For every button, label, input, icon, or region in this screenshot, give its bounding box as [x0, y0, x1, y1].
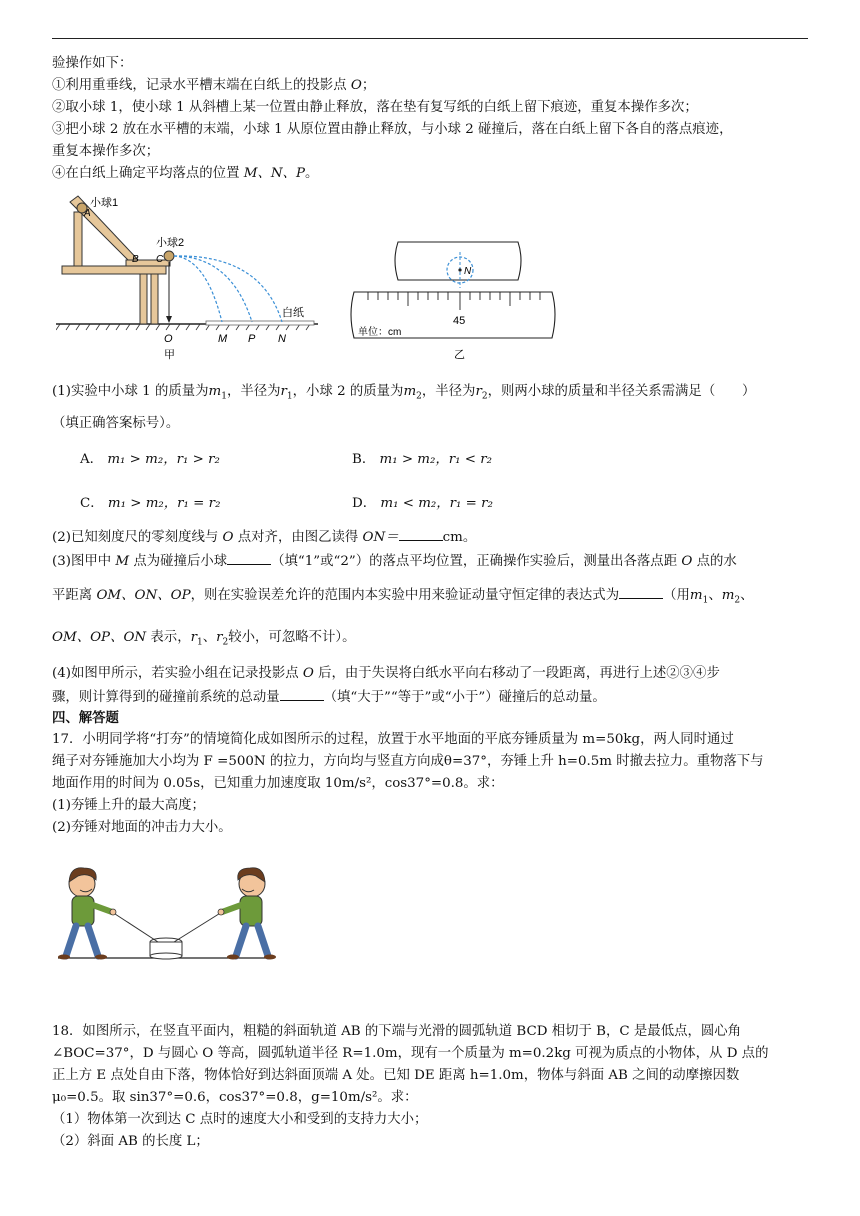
label-paper: 白纸	[282, 307, 304, 319]
q1-line-2: （填正确答案标号）。	[52, 416, 180, 431]
answer-blank-q3a[interactable]	[227, 550, 271, 565]
p18-line-4: μ₀=0.5。取 sin37°=0.6，cos37°=0.8，g=10m/s²。求：	[52, 1090, 418, 1105]
p18-line-5: （1）物体第一次到达 C 点时的速度大小和受到的支持力大小；	[52, 1112, 428, 1127]
figure-jia	[56, 192, 326, 364]
q4-line-2: 骤，则计算得到的碰撞前系统的总动量 （填“大于”“等于”或“小于”）碰撞后的总动量。	[52, 686, 606, 708]
p18-line-1: 18．如图所示，在竖直平面内，粗糙的斜面轨道 AB 的下端与光滑的圆弧轨道 BCD 相切于 B，C 是最低点，圆心角	[52, 1024, 742, 1039]
label-o: O	[164, 333, 173, 345]
label-a: A	[84, 208, 91, 219]
section-heading: 四、解答题	[52, 710, 119, 726]
ruler-tick-45: 45	[453, 315, 466, 327]
intro-line-1: 验操作如下：	[52, 56, 133, 71]
option-c[interactable]: C． m₁ > m₂，r₁ = r₂	[80, 496, 221, 511]
label-ball1: 小球1	[90, 197, 119, 209]
answer-blank-q2[interactable]	[399, 526, 443, 541]
q3-line-3: OM、OP、ON 表示，$r_1$、$r_2$较小，可忽略不计）。	[52, 630, 356, 648]
intro-line-5: 重复本操作多次；	[52, 144, 160, 159]
label-m: M	[218, 333, 228, 345]
option-d[interactable]: D． m₁ < m₂，r₁ = r₂	[352, 496, 493, 511]
option-a[interactable]: A． m₁ > m₂，r₁ > r₂	[80, 452, 220, 467]
caption-jia: 甲	[164, 349, 175, 361]
figure-yi	[348, 234, 564, 364]
p18-line-6: （2）斜面 AB 的长度 L；	[52, 1134, 209, 1149]
label-b: B	[132, 254, 139, 265]
answer-blank-q3b[interactable]	[619, 584, 663, 599]
intro-line-3: ②取小球 1，使小球 1 从斜槽上某一位置由静止释放，落在垫有复写纸的白纸上留下痕迹，重复本操作多次；	[52, 100, 698, 115]
label-ball2: 小球2	[156, 237, 185, 249]
header-rule	[52, 38, 808, 39]
label-c: C	[156, 254, 164, 265]
label-n-yi: N	[464, 266, 472, 277]
p17-line-5: (2)夯锤对地面的冲击力大小。	[52, 820, 232, 835]
figure-rammer	[58, 856, 278, 964]
answer-blank-q4[interactable]	[280, 686, 324, 701]
caption-yi: 乙	[454, 349, 465, 361]
intro-line-4: ③把小球 2 放在水平槽的末端，小球 1 从原位置由静止释放，与小球 2 碰撞后，落在白纸上留下各自的落点痕迹，	[52, 122, 733, 137]
intro-line-2: ①利用重垂线，记录水平槽末端在白纸上的投影点 O；	[52, 78, 376, 93]
q1-line-1: (1)实验中小球 1 的质量为$m_1$，半径为$r_1$，小球 2 的质量为$m_2$，半径为$r_2$，则两小球的质量和半径关系需满足（ ）	[52, 384, 756, 402]
option-b[interactable]: B． m₁ > m₂，r₁ < r₂	[352, 452, 493, 467]
p18-line-2: ∠BOC=37°，D 与圆心 O 等高，圆弧轨道半径 R=1.0m，现有一个质量为 m=0.2kg 可视为质点的小物体，从 D 点的	[52, 1046, 769, 1061]
q3-line-2: 平距离 OM、ON、OP，则在实验误差允许的范围内本实验中用来验证动量守恒定律的表达式为 （用$m_1$、$m_2$、	[52, 584, 754, 611]
q4-line-1: (4)如图甲所示，若实验小组在记录投影点 O 后，由于失误将白纸水平向右移动了一段距离，再进行上述②③④步	[52, 666, 720, 681]
ball-2	[164, 251, 174, 261]
intro-line-6: ④在白纸上确定平均落点的位置 M、N、P。	[52, 166, 319, 181]
p17-line-4: (1)夯锤上升的最大高度；	[52, 798, 205, 813]
q3-line-1: (3)图甲中 M 点为碰撞后小球 （填“1”或“2”）的落点平均位置，正确操作实验后，测量出各落点距 O 点的水	[52, 550, 737, 572]
p17-line-2: 绳子对夯锤施加大小均为 F =500N 的拉力，方向均与竖直方向成θ=37°，夯锤上升 h=0.5m 时撤去拉力。重物落下与	[52, 754, 764, 769]
person-right	[218, 868, 276, 960]
label-n: N	[278, 333, 286, 345]
p17-line-3: 地面作用的时间为 0.05s，已知重力加速度取 10m/s²，cos37°=0.8。求：	[52, 776, 504, 791]
ruler-unit: 单位：cm	[358, 327, 402, 338]
p17-line-1: 17．小明同学将“打夯”的情境简化成如图所示的过程，放置于水平地面的平底夯锤质量为 m=50kg，两人同时通过	[52, 732, 734, 747]
person-left	[58, 868, 116, 960]
p18-line-3: 正上方 E 点处自由下落，物体恰好到达斜面顶端 A 处。已知 DE 距离 h=1.0m，物体与斜面 AB 之间的动摩擦因数	[52, 1068, 740, 1083]
label-p: P	[248, 333, 256, 345]
q2-line: (2)已知刻度尺的零刻度线与 O 点对齐，由图乙读得 ON＝ cm。	[52, 526, 476, 548]
